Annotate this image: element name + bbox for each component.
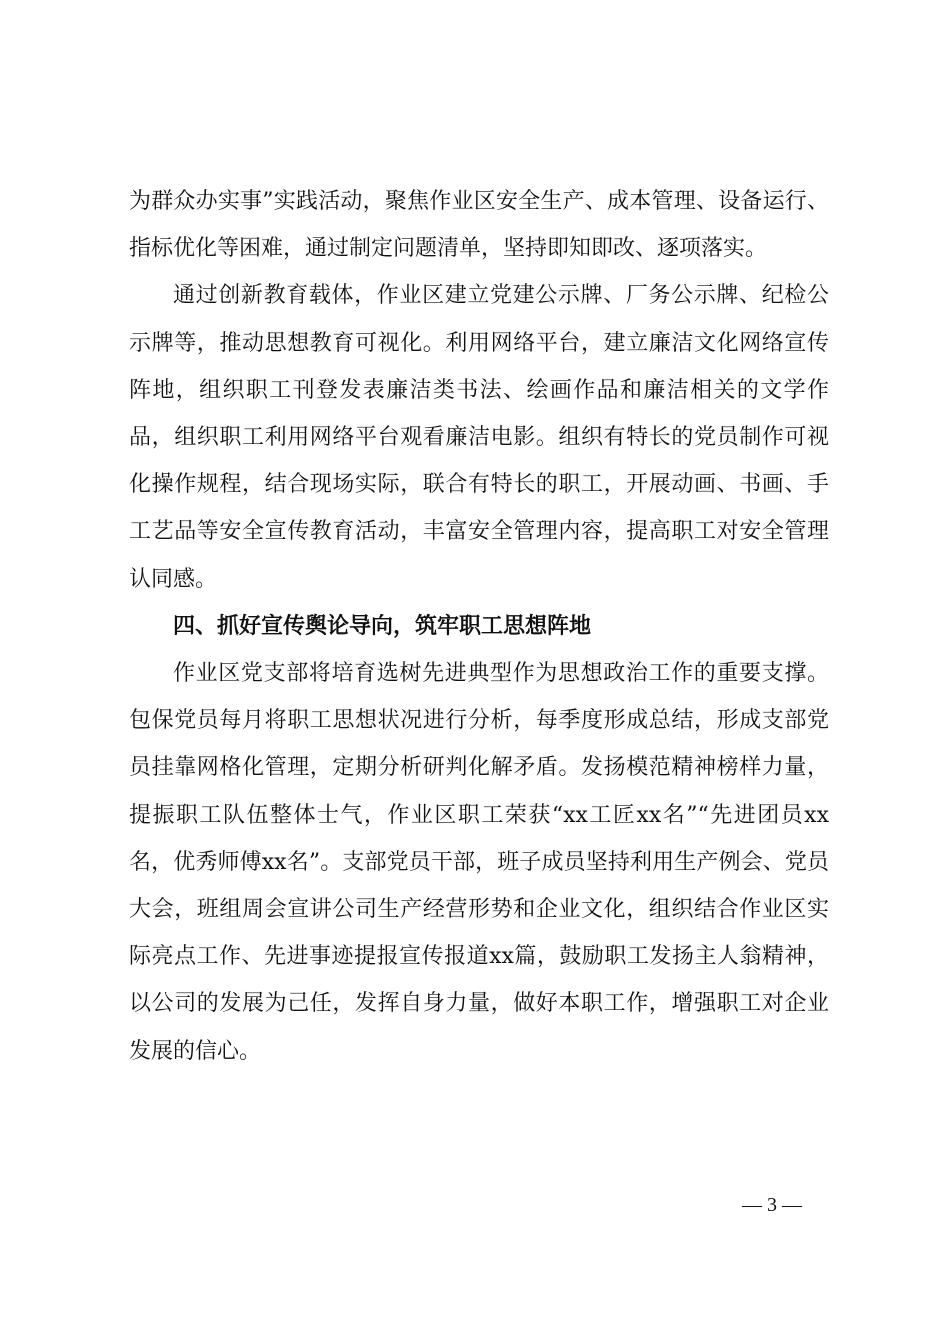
paragraph-education-carrier: 通过创新教育载体，作业区建立党建公示牌、厂务公示牌、纪检公示牌等，推动思想教育可视化。利用网络平台，建立廉洁文化网络宣传阵地，组织职工刊登发表廉洁类书法、绘画作品和廉洁相关的文学作品，组织职工利用网络平台观看廉洁电影。组织有特长的党员制作可视化操作规程，结合现场实际，联合有特长的职工，开展动画、书画、手工艺品等安全宣传教育活动，丰富安全管理内容，提高职工对安全管理认同感。: [129, 283, 829, 592]
page-number: — 3 —: [742, 1194, 802, 1216]
section-heading: 四、抓好宣传舆论导向，筑牢职工思想阵地: [173, 613, 592, 639]
paragraph-publicity: 作业区党支部将培育选树先进典型作为思想政治工作的重要支撑。包保党员每月将职工思想状况进行分析，每季度形成总结，形成支部党员挂靠网格化管理，定期分析研判化解矛盾。发扬模范精神榜样力量，提振职工队伍整体士气，作业区职工荣获“xx工匠xx名”“先进团员xx名，优秀师傅xx名”。支部党员干部，班子成员坚持利用生产例会、党员大会，班组周会宣讲公司生产经营形势和企业文化，组织结合作业区实际亮点工作、先进事迹提报宣传报道xx篇，鼓励职工发扬主人翁精神，以公司的发展为己任，发挥自身力量，做好本职工作，增强职工对企业发展的信心。: [129, 661, 829, 1064]
paragraph-continuation: 为群众办实事”实践活动，聚焦作业区安全生产、成本管理、设备运行、指标优化等困难，通过制定问题清单，坚持即知即改、逐项落实。: [129, 189, 829, 262]
document-body: [129, 178, 829, 1075]
